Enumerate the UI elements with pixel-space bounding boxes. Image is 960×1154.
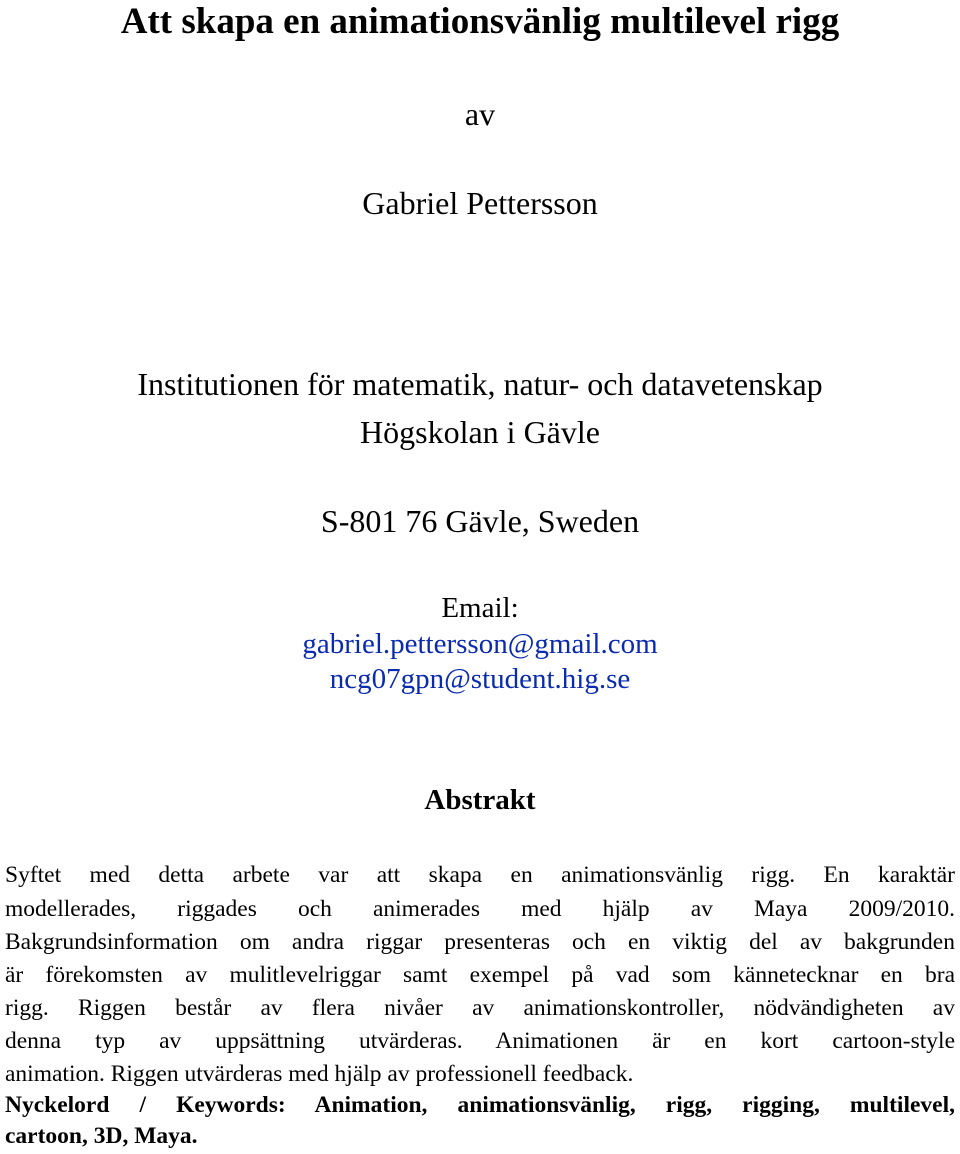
- byline: av: [464, 96, 496, 132]
- document-title: Att skapa en animationsvänlig multilevel rigg: [120, 1, 840, 42]
- institution-name: Institutionen för matematik, natur- och datavetenskap: [137, 366, 823, 402]
- school-name: Högskolan i Gävle: [360, 414, 600, 450]
- abstract-heading: Abstrakt: [424, 784, 536, 816]
- abstract-line: animation. Riggen utvärderas med hjälp av professionell feedback.: [5, 1061, 634, 1087]
- abstract-line: modellerades, riggades och animerades med hjälp av Maya 2009/2010.: [5, 896, 955, 922]
- email-link-student[interactable]: ncg07gpn@student.hig.se: [329, 663, 631, 695]
- keywords-line: cartoon, 3D, Maya.: [5, 1123, 198, 1149]
- email-link-gmail[interactable]: gabriel.pettersson@gmail.com: [302, 628, 658, 660]
- postal-address: S-801 76 Gävle, Sweden: [320, 503, 640, 539]
- keywords-line: Nyckelord / Keywords: Animation, animationsvänlig, rigg, rigging, multilevel,: [5, 1092, 955, 1118]
- abstract-line: denna typ av uppsättning utvärderas. Animationen är en kort cartoon-style: [5, 1028, 955, 1054]
- abstract-line: rigg. Riggen består av flera nivåer av animationskontroller, nödvändigheten av: [5, 995, 955, 1021]
- author-name: Gabriel Pettersson: [362, 185, 598, 221]
- abstract-line: är förekomsten av mulitlevelriggar samt exempel på vad som kännetecknar en bra: [5, 962, 955, 988]
- abstract-line: Bakgrundsinformation om andra riggar presenteras och en viktig del av bakgrunden: [5, 929, 955, 955]
- abstract-line: Syftet med detta arbete var att skapa en animationsvänlig rigg. En karaktär: [5, 862, 955, 888]
- email-label: Email:: [441, 592, 519, 624]
